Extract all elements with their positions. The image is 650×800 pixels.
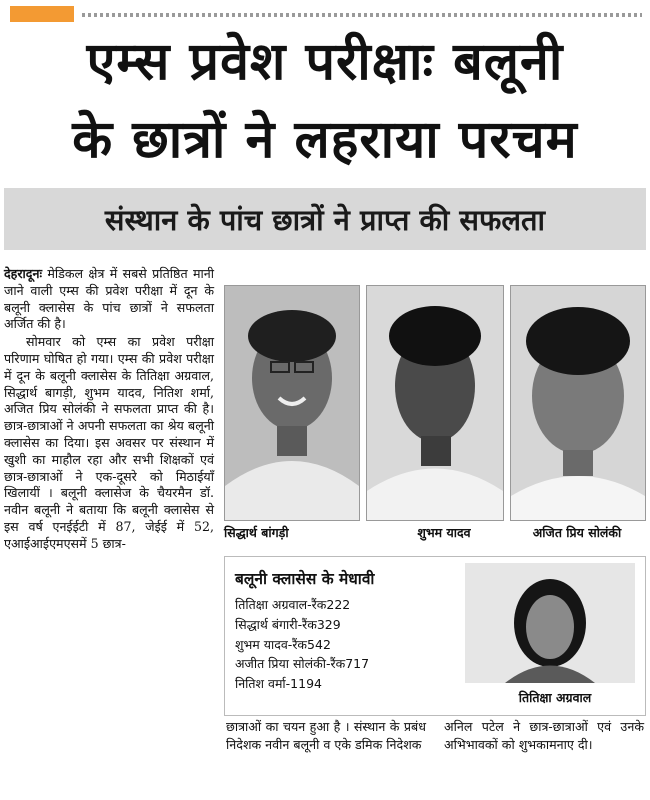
top-bar [0,0,650,28]
article-paragraph-2: सोमवार को एम्स का प्रवेश परीक्षा परिणाम घोषित हो गया। एम्स की प्रवेश परीक्षा में दून के बलूनी क्लासेस के तितिक्षा अग्रवाल, सिद्धार्थ बागड़ी, शुभम यादव, नितिश शर्मा, अजित प्रिय सोलंकी ने सफलता प्राप्त की है। छात्र-छात्राओं ने अपनी सफलता का श्रेय बलूनी क्लासेस का दिया। इस अवसर पर संस्थान में खुशी का माहौल रहा और सभी शिक्षकों एवं छात्र-छात्राओं ने एक-दूसरे को मिठाईयाँ खिलायीं । बलूनी क्लासेज के चैयरमैन डॉ. नवीन बलूनी ने बताया कि बलूनी क्लासेस से इस वर्ष एनईईटी में 87, जेईई में 52, एआईआईएमएसमें 5 छात्र- [4,334,214,551]
caption-ajit: अजित प्रिय सोलंकी [532,525,622,540]
photo-titiksha [465,563,635,683]
portrait-image [225,286,359,520]
headline-line-2: के छात्रों ने लहराया परचम [72,110,578,170]
headline-line-1: एम्स प्रवेश परीक्षाः बलूनी [86,32,564,92]
caption-shubham: शुभम यादव [417,525,471,540]
photo-siddharth [224,285,360,521]
subheadline: संस्थान के पांच छात्रों ने प्राप्त की सफलता [104,202,546,237]
list-item: सिद्धार्थ बंगारी-रैंक329 [235,616,341,632]
article-column-2: छात्राओं का चयन हुआ है । संस्थान के प्रबंध निदेशक नवीन बलूनी व एके डमिक निदेशक [226,719,426,752]
toppers-list [235,595,369,694]
portrait-image [511,286,645,520]
photo-shubham [366,285,504,521]
portrait-image [465,563,635,683]
list-item: तितिक्षा अग्रवाल-रैंक222 [235,597,351,612]
caption-siddharth: सिद्धार्थ बांगड़ी [224,525,289,540]
toppers-box [224,556,646,716]
section-tag [10,6,74,22]
article-column-3: अनिल पटेल ने छात्र-छात्राओं एवं उनके अभिभावकों को शुभकामनाए दी। [444,719,644,752]
list-item: नितिश वर्मा-1194 [235,676,322,692]
dotted-rule [82,13,642,17]
photo-ajit [510,285,646,521]
toppers-box-title: बलूनी क्लासेस के मेधावी [235,570,375,588]
article-paragraph-1: मेडिकल क्षेत्र में सबसे प्रतिष्ठित मानी जाने वाली एम्स की प्रवेश परीक्षा में दून के बलूनी क्लासेस के पांच छात्रों ने सफलता अर्जित की है। [4,266,214,332]
subheadline-band [4,188,646,250]
list-item: अजीत प्रिया सोलंकी-रैंक717 [235,656,370,672]
article-column-1 [4,266,214,554]
list-item: शुभम यादव-रैंक542 [235,636,331,652]
caption-titiksha: तितिक्षा अग्रवाल [518,690,592,705]
dateline: देहरादूनः [4,266,43,281]
portrait-image [367,286,503,520]
